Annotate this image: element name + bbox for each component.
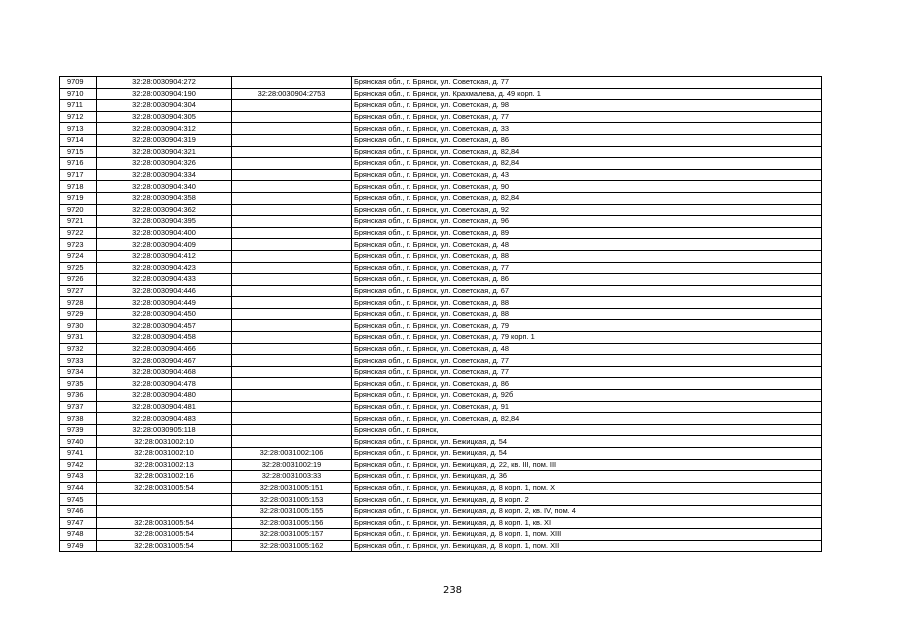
row-number-cell: 9726	[60, 274, 97, 286]
address-cell: Брянская обл., г. Брянск, ул. Советская, д. 79	[352, 320, 822, 332]
address-cell: Брянская обл., г. Брянск, ул. Бежицкая, д. 8 корп. 2, кв. IV, пом. 4	[352, 505, 822, 517]
cadastral-number-cell: 32:28:0030904:467	[97, 355, 232, 367]
row-number-cell: 9727	[60, 285, 97, 297]
table-row	[60, 320, 822, 332]
address-cell: Брянская обл., г. Брянск, ул. Советская, д. 86	[352, 274, 822, 286]
address-cell: Брянская обл., г. Брянск, ул. Советская, д. 48	[352, 239, 822, 251]
address-cell: Брянская обл., г. Брянск, ул. Советская, д. 77	[352, 355, 822, 367]
cadastral-number-cell: 32:28:0030904:326	[97, 158, 232, 170]
linked-cadastral-number-cell	[232, 227, 352, 239]
linked-cadastral-number-cell	[232, 285, 352, 297]
row-number-cell: 9740	[60, 436, 97, 448]
address-cell: Брянская обл., г. Брянск, ул. Советская, д. 43	[352, 169, 822, 181]
address-cell: Брянская обл., г. Брянск, ул. Советская, д. 77	[352, 366, 822, 378]
table-row	[60, 285, 822, 297]
row-number-cell: 9721	[60, 216, 97, 228]
table-row	[60, 308, 822, 320]
row-number-cell: 9738	[60, 413, 97, 425]
table-row	[60, 181, 822, 193]
linked-cadastral-number-cell: 32:28:0031005:156	[232, 517, 352, 529]
row-number-cell: 9734	[60, 366, 97, 378]
row-number-cell: 9722	[60, 227, 97, 239]
table-row	[60, 134, 822, 146]
table-row	[60, 355, 822, 367]
address-cell: Брянская обл., г. Брянск, ул. Советская, д. 48	[352, 343, 822, 355]
cadastral-number-cell: 32:28:0030904:412	[97, 250, 232, 262]
address-cell: Брянская обл., г. Брянск, ул. Советская, д. 77	[352, 77, 822, 89]
cadastral-number-cell: 32:28:0030904:395	[97, 216, 232, 228]
cadastral-number-cell: 32:28:0031002:10	[97, 436, 232, 448]
row-number-cell: 9725	[60, 262, 97, 274]
row-number-cell: 9714	[60, 134, 97, 146]
table-row	[60, 100, 822, 112]
linked-cadastral-number-cell	[232, 308, 352, 320]
table-row	[60, 169, 822, 181]
linked-cadastral-number-cell	[232, 343, 352, 355]
row-number-cell: 9735	[60, 378, 97, 390]
address-cell: Брянская обл., г. Брянск, ул. Бежицкая, д. 36	[352, 471, 822, 483]
cadastral-number-cell: 32:28:0030904:449	[97, 297, 232, 309]
linked-cadastral-number-cell	[232, 239, 352, 251]
cadastral-number-cell: 32:28:0030904:480	[97, 390, 232, 402]
cadastral-number-cell: 32:28:0030904:358	[97, 192, 232, 204]
linked-cadastral-number-cell: 32:28:0031005:162	[232, 540, 352, 552]
address-cell: Брянская обл., г. Брянск, ул. Советская, д. 86	[352, 378, 822, 390]
address-cell: Брянская обл., г. Брянск, ул. Крахмалева, д. 49 корп. 1	[352, 88, 822, 100]
linked-cadastral-number-cell	[232, 366, 352, 378]
table-row	[60, 378, 822, 390]
table-row	[60, 274, 822, 286]
row-number-cell: 9723	[60, 239, 97, 251]
linked-cadastral-number-cell: 32:28:0031003:33	[232, 471, 352, 483]
address-cell: Брянская обл., г. Брянск, ул. Советская, д. 92б	[352, 390, 822, 402]
address-cell: Брянская обл., г. Брянск, ул. Советская, д. 82,84	[352, 146, 822, 158]
table-row	[60, 413, 822, 425]
address-cell: Брянская обл., г. Брянск, ул. Бежицкая, д. 54	[352, 436, 822, 448]
linked-cadastral-number-cell: 32:28:0031005:153	[232, 494, 352, 506]
row-number-cell: 9743	[60, 471, 97, 483]
row-number-cell: 9730	[60, 320, 97, 332]
address-cell: Брянская обл., г. Брянск, ул. Бежицкая, д. 8 корп. 1, кв. XI	[352, 517, 822, 529]
table-row	[60, 262, 822, 274]
linked-cadastral-number-cell	[232, 250, 352, 262]
cadastral-number-cell: 32:28:0030904:457	[97, 320, 232, 332]
address-cell: Брянская обл., г. Брянск, ул. Советская, д. 67	[352, 285, 822, 297]
table-row	[60, 146, 822, 158]
cadastral-number-cell: 32:28:0030904:468	[97, 366, 232, 378]
cadastral-number-cell: 32:28:0030904:481	[97, 401, 232, 413]
table-row	[60, 343, 822, 355]
table-row	[60, 204, 822, 216]
address-cell: Брянская обл., г. Брянск, ул. Бежицкая, д. 22, кв. III, пом. III	[352, 459, 822, 471]
linked-cadastral-number-cell	[232, 262, 352, 274]
row-number-cell: 9749	[60, 540, 97, 552]
table-row	[60, 123, 822, 135]
linked-cadastral-number-cell	[232, 216, 352, 228]
address-cell: Брянская обл., г. Брянск, ул. Советская, д. 33	[352, 123, 822, 135]
cadastral-number-cell: 32:28:0030904:272	[97, 77, 232, 89]
row-number-cell: 9716	[60, 158, 97, 170]
cadastral-number-cell: 32:28:0030904:319	[97, 134, 232, 146]
linked-cadastral-number-cell	[232, 413, 352, 425]
address-cell: Брянская обл., г. Брянск,	[352, 424, 822, 436]
row-number-cell: 9739	[60, 424, 97, 436]
cadastral-number-cell: 32:28:0031005:54	[97, 540, 232, 552]
cadastral-number-cell: 32:28:0030904:334	[97, 169, 232, 181]
cadastral-number-cell: 32:28:0030904:458	[97, 332, 232, 344]
cadastral-number-cell: 32:28:0031002:13	[97, 459, 232, 471]
linked-cadastral-number-cell	[232, 378, 352, 390]
row-number-cell: 9709	[60, 77, 97, 89]
cadastral-number-cell: 32:28:0031002:16	[97, 471, 232, 483]
table-row	[60, 366, 822, 378]
linked-cadastral-number-cell	[232, 401, 352, 413]
cadastral-number-cell: 32:28:0030904:446	[97, 285, 232, 297]
row-number-cell: 9748	[60, 529, 97, 541]
address-cell: Брянская обл., г. Брянск, ул. Советская, д. 86	[352, 134, 822, 146]
row-number-cell: 9737	[60, 401, 97, 413]
row-number-cell: 9720	[60, 204, 97, 216]
linked-cadastral-number-cell	[232, 274, 352, 286]
table-row	[60, 227, 822, 239]
address-cell: Брянская обл., г. Брянск, ул. Советская, д. 79 корп. 1	[352, 332, 822, 344]
row-number-cell: 9746	[60, 505, 97, 517]
cadastral-number-cell: 32:28:0030904:423	[97, 262, 232, 274]
address-cell: Брянская обл., г. Брянск, ул. Советская, д. 88	[352, 308, 822, 320]
linked-cadastral-number-cell	[232, 134, 352, 146]
linked-cadastral-number-cell	[232, 77, 352, 89]
table-row	[60, 332, 822, 344]
linked-cadastral-number-cell	[232, 424, 352, 436]
registry-table-body	[60, 77, 822, 552]
cadastral-number-cell: 32:28:0030905:118	[97, 424, 232, 436]
cadastral-number-cell: 32:28:0030904:190	[97, 88, 232, 100]
table-row	[60, 250, 822, 262]
address-cell: Брянская обл., г. Брянск, ул. Советская, д. 77	[352, 262, 822, 274]
address-cell: Брянская обл., г. Брянск, ул. Советская, д. 88	[352, 297, 822, 309]
linked-cadastral-number-cell	[232, 100, 352, 112]
table-row	[60, 239, 822, 251]
linked-cadastral-number-cell	[232, 169, 352, 181]
cadastral-number-cell: 32:28:0030904:409	[97, 239, 232, 251]
address-cell: Брянская обл., г. Брянск, ул. Советская, д. 92	[352, 204, 822, 216]
address-cell: Брянская обл., г. Брянск, ул. Бежицкая, д. 8 корп. 1, пом. XII	[352, 540, 822, 552]
row-number-cell: 9718	[60, 181, 97, 193]
table-row	[60, 436, 822, 448]
row-number-cell: 9717	[60, 169, 97, 181]
linked-cadastral-number-cell	[232, 332, 352, 344]
table-row	[60, 540, 822, 552]
address-cell: Брянская обл., г. Брянск, ул. Советская, д. 82,84	[352, 158, 822, 170]
cadastral-number-cell	[97, 505, 232, 517]
linked-cadastral-number-cell	[232, 111, 352, 123]
row-number-cell: 9731	[60, 332, 97, 344]
table-row	[60, 111, 822, 123]
table-row	[60, 471, 822, 483]
page-number: 238	[442, 585, 463, 596]
cadastral-number-cell: 32:28:0030904:433	[97, 274, 232, 286]
table-row	[60, 192, 822, 204]
linked-cadastral-number-cell	[232, 297, 352, 309]
cadastral-number-cell: 32:28:0030904:362	[97, 204, 232, 216]
row-number-cell: 9715	[60, 146, 97, 158]
table-row	[60, 529, 822, 541]
row-number-cell: 9741	[60, 448, 97, 460]
cadastral-number-cell: 32:28:0030904:478	[97, 378, 232, 390]
linked-cadastral-number-cell: 32:28:0031002:19	[232, 459, 352, 471]
cadastral-number-cell	[97, 494, 232, 506]
table-row	[60, 297, 822, 309]
cadastral-number-cell: 32:28:0030904:340	[97, 181, 232, 193]
row-number-cell: 9747	[60, 517, 97, 529]
address-cell: Брянская обл., г. Брянск, ул. Бежицкая, д. 8 корп. 1, пом. X	[352, 482, 822, 494]
linked-cadastral-number-cell	[232, 204, 352, 216]
linked-cadastral-number-cell: 32:28:0031005:151	[232, 482, 352, 494]
table-row	[60, 482, 822, 494]
row-number-cell: 9742	[60, 459, 97, 471]
cadastral-number-cell: 32:28:0030904:483	[97, 413, 232, 425]
address-cell: Брянская обл., г. Брянск, ул. Советская, д. 82,84	[352, 192, 822, 204]
row-number-cell: 9732	[60, 343, 97, 355]
table-row	[60, 448, 822, 460]
cadastral-number-cell: 32:28:0031005:54	[97, 482, 232, 494]
table-row	[60, 77, 822, 89]
cadastral-number-cell: 32:28:0030904:321	[97, 146, 232, 158]
linked-cadastral-number-cell	[232, 158, 352, 170]
linked-cadastral-number-cell	[232, 355, 352, 367]
cadastral-number-cell: 32:28:0031005:54	[97, 529, 232, 541]
address-cell: Брянская обл., г. Брянск, ул. Бежицкая, д. 8 корп. 2	[352, 494, 822, 506]
linked-cadastral-number-cell	[232, 146, 352, 158]
row-number-cell: 9719	[60, 192, 97, 204]
row-number-cell: 9729	[60, 308, 97, 320]
cadastral-number-cell: 32:28:0030904:450	[97, 308, 232, 320]
table-row	[60, 505, 822, 517]
address-cell: Брянская обл., г. Брянск, ул. Советская, д. 96	[352, 216, 822, 228]
table-row	[60, 494, 822, 506]
linked-cadastral-number-cell	[232, 436, 352, 448]
table-row	[60, 401, 822, 413]
linked-cadastral-number-cell: 32:28:0030904:2753	[232, 88, 352, 100]
cadastral-number-cell: 32:28:0030904:305	[97, 111, 232, 123]
row-number-cell: 9736	[60, 390, 97, 402]
linked-cadastral-number-cell: 32:28:0031002:106	[232, 448, 352, 460]
linked-cadastral-number-cell	[232, 123, 352, 135]
linked-cadastral-number-cell	[232, 320, 352, 332]
row-number-cell: 9733	[60, 355, 97, 367]
row-number-cell: 9712	[60, 111, 97, 123]
linked-cadastral-number-cell: 32:28:0031005:155	[232, 505, 352, 517]
linked-cadastral-number-cell	[232, 390, 352, 402]
row-number-cell: 9744	[60, 482, 97, 494]
table-row	[60, 158, 822, 170]
address-cell: Брянская обл., г. Брянск, ул. Советская, д. 89	[352, 227, 822, 239]
address-cell: Брянская обл., г. Брянск, ул. Бежицкая, д. 8 корп. 1, пом. XIII	[352, 529, 822, 541]
registry-table	[59, 76, 822, 552]
linked-cadastral-number-cell	[232, 192, 352, 204]
address-cell: Брянская обл., г. Брянск, ул. Советская, д. 90	[352, 181, 822, 193]
cadastral-number-cell: 32:28:0030904:312	[97, 123, 232, 135]
address-cell: Брянская обл., г. Брянск, ул. Советская, д. 88	[352, 250, 822, 262]
row-number-cell: 9711	[60, 100, 97, 112]
cadastral-number-cell: 32:28:0031002:10	[97, 448, 232, 460]
row-number-cell: 9710	[60, 88, 97, 100]
table-row	[60, 459, 822, 471]
address-cell: Брянская обл., г. Брянск, ул. Советская, д. 91	[352, 401, 822, 413]
table-row	[60, 424, 822, 436]
cadastral-number-cell: 32:28:0031005:54	[97, 517, 232, 529]
cadastral-number-cell: 32:28:0030904:466	[97, 343, 232, 355]
row-number-cell: 9724	[60, 250, 97, 262]
address-cell: Брянская обл., г. Брянск, ул. Советская, д. 82,84	[352, 413, 822, 425]
row-number-cell: 9713	[60, 123, 97, 135]
table-row	[60, 517, 822, 529]
row-number-cell: 9745	[60, 494, 97, 506]
address-cell: Брянская обл., г. Брянск, ул. Советская, д. 98	[352, 100, 822, 112]
linked-cadastral-number-cell	[232, 181, 352, 193]
table-row	[60, 390, 822, 402]
linked-cadastral-number-cell: 32:28:0031005:157	[232, 529, 352, 541]
cadastral-number-cell: 32:28:0030904:304	[97, 100, 232, 112]
cadastral-number-cell: 32:28:0030904:400	[97, 227, 232, 239]
address-cell: Брянская обл., г. Брянск, ул. Бежицкая, д. 54	[352, 448, 822, 460]
address-cell: Брянская обл., г. Брянск, ул. Советская, д. 77	[352, 111, 822, 123]
table-row	[60, 88, 822, 100]
table-row	[60, 216, 822, 228]
row-number-cell: 9728	[60, 297, 97, 309]
